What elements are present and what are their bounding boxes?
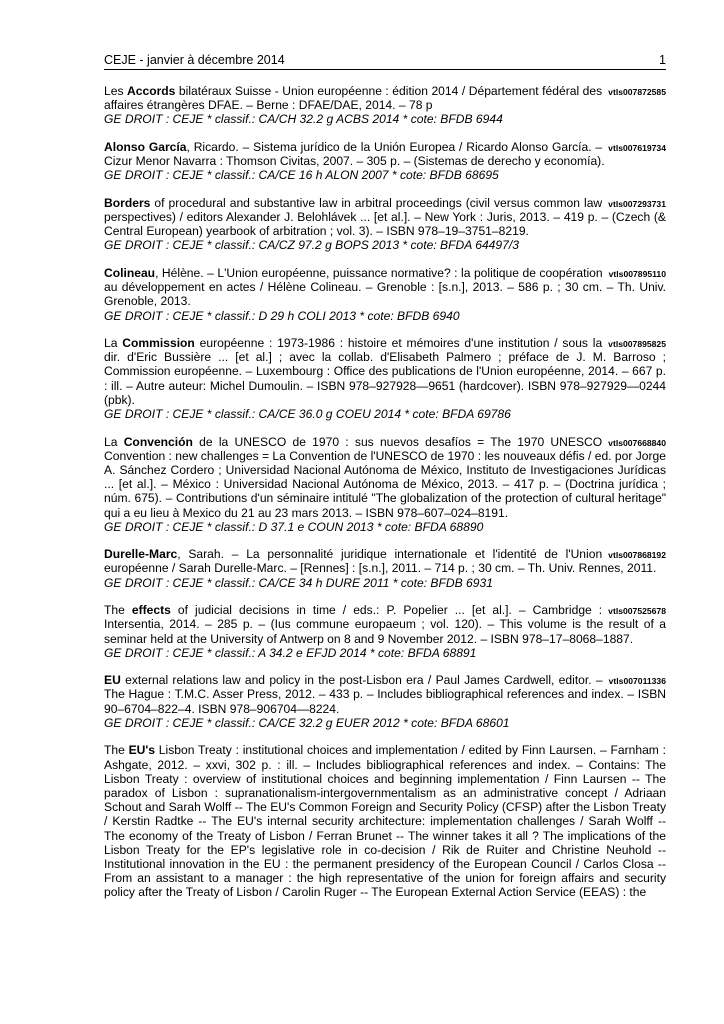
entry-text: , Sarah. – La personnalité juridique internationale et l'identité de l'Union européenne / Sarah Durelle-Marc. – [Rennes] : [s.n.], 2011. – 714 p. ; 30 cm. – Th. Univ. Rennes, 2011.: [104, 547, 657, 576]
entry-location: GE DROIT : CEJE * classif.: CA/CE 34 h DURE 2011 * cote: BFDB 6931: [104, 575, 493, 590]
entry-heading: Convención: [123, 434, 193, 449]
entry-text: external relations law and policy in the post-Lisbon era / Paul James Cardwell, editor. – The Hague : T.M.C. Asser Press, 2012. – 433 p. – Includes bibliographical references and index. – ISBN 90–6704–822–4. ISBN 978–906704—8224.: [104, 673, 666, 716]
entry-lead: Les: [104, 84, 128, 98]
entry-text: of judicial decisions in time / eds.: P. Popelier ... [et al.]. – Cambridge : Intersentia, 2014. – 285 p. – (Ius commune europaeum ; vol. 120). – This volume is the result of a seminar held at the University of Antwerp on 8 and 9 November 2012. – ISBN 978–17–8068–1887.: [104, 603, 666, 646]
vtls-id: vtls007668840: [608, 437, 666, 448]
entry-text: , Ricardo. – Sistema jurídico de la Unión Europea / Ricardo Alonso García. – Cizur Menor Navarra : Thomson Civitas, 2007. – 305 p. – (Sistemas de derecho y economía).: [104, 139, 605, 169]
bibliography-entry: [104, 84, 666, 127]
entry-heading: EU: [104, 673, 121, 688]
entry-description: [104, 336, 666, 407]
entry-description: [104, 547, 666, 575]
entry-location: GE DROIT : CEJE * classif.: CA/CE 16 h ALON 2007 * cote: BFDB 68695: [104, 168, 499, 183]
document-page: [104, 53, 666, 913]
bibliography-entry: [104, 435, 666, 534]
entry-location: GE DROIT : CEJE * classif.: D 29 h COLI 2013 * cote: BFDB 6940: [104, 308, 460, 323]
entry-text: Lisbon Treaty : institutional choices and implementation / edited by Finn Laursen. – Farnham : Ashgate, 2012. – xxvi, 302 p. : ill. – Includes bibliographical references and index. – Contains: The Lisbon Treaty : overview of institutional choices and beginning implementation / Finn Laursen -- The paradox of Lisbon : supranationalism-intergovernmentalism as an administrative concept / Adriaan Schout and Sarah Wolff -- The EU's Common Foreign and Security Policy (CFSP) after the Lisbon Treaty / Kerstin Radtke -- The EU's internal security architecture: implementation challenges / Sarah Wolff -- The economy of the Treaty of Lisbon / Ferran Brunet -- The winner takes it all ? The implications of the Lisbon Treaty for the EP's legislative role in co-decision / Rik de Ruiter and Christine Neuhold -- Institutional innovation in the EU : the permanent presidency of the European Council / Carlos Closa -- From an assistant to a manager : the high representative of the union for foreign affairs and security policy after the Treaty of Lisbon / Carolin Ruger -- The European External Action Service (EEAS) : the: [104, 743, 666, 900]
entry-location: GE DROIT : CEJE * classif.: CA/CZ 97.2 g BOPS 2013 * cote: BFDA 64497/3: [104, 238, 519, 253]
entry-heading: Borders: [104, 195, 151, 210]
entry-heading: Colineau: [104, 265, 156, 280]
entry-description: [104, 84, 666, 112]
entry-lead: The: [104, 743, 129, 758]
entry-heading: Commission: [122, 336, 195, 351]
page-header: [104, 53, 666, 70]
entry-heading: Durelle-Marc: [104, 547, 178, 562]
entry-heading: EU's: [128, 743, 156, 758]
entry-location: GE DROIT : CEJE * classif.: CA/CH 32.2 g ACBS 2014 * cote: BFDB 6944: [104, 112, 503, 127]
entry-location: GE DROIT : CEJE * classif.: D 37.1 e COUN 2013 * cote: BFDA 68890: [104, 519, 484, 534]
vtls-id: vtls007895110: [608, 268, 666, 279]
bibliography-entry: [104, 140, 666, 183]
entry-location: GE DROIT : CEJE * classif.: CA/CE 36.0 g COEU 2014 * cote: BFDA 69786: [104, 407, 511, 422]
entry-text: , Hélène. – L'Union européenne, puissance normative? : la politique de coopération au développement en actes / Hélène Colineau. – Grenoble : [s.n.], 2013. – 586 p. ; 30 cm. – Th. Univ. Grenoble, 2013.: [104, 265, 666, 309]
entry-text: bilatéraux Suisse - Union européenne : édition 2014 / Département fédéral des affaires étrangères DFAE. – Berne : DFAE/DAE, 2014. – 78 p: [104, 84, 603, 113]
entry-description: [104, 743, 666, 899]
entry-description: [104, 266, 666, 309]
bibliography-list: [104, 84, 666, 900]
entry-lead: La: [104, 434, 124, 449]
entry-description: [104, 435, 666, 520]
entry-lead: La: [104, 336, 123, 351]
header-title: CEJE - janvier à décembre 2014: [104, 53, 285, 67]
entry-text: of procedural and substantive law in arbitral proceedings (civil versus common law perspectives) / editors Alexander J. Belohlávek ... [et al.]. – New York : Juris, 2013. – 419 p. – (Czech (& Central European) yearbook of arbitration ; vol. 3). – ISBN 978–19–3751–8219.: [104, 195, 666, 239]
bibliography-entry: [104, 603, 666, 660]
bibliography-entry: [104, 266, 666, 323]
entry-description: [104, 196, 666, 239]
entry-description: [104, 140, 666, 168]
vtls-id: vtls007872585: [608, 87, 666, 97]
vtls-id: vtls007895825: [608, 339, 666, 350]
entry-location: GE DROIT : CEJE * classif.: CA/CE 32.2 g EUER 2012 * cote: BFDA 68601: [104, 715, 510, 730]
vtls-id: vtls007525678: [608, 606, 666, 617]
entry-text: de la UNESCO de 1970 : sus nuevos desafíos = The 1970 UNESCO Convention : new challenges = La Convention de l'UNESCO de 1970 : les nouveaux défis / ed. por Jorge A. Sánchez Cordero ; Universidad Nacional Autónoma de México, Instituto de Investigaciones Jurídicas ... [et al.]. – México : Universidad Nacional Autónoma de México, 2013. – 417 p. – (Doctrina jurídica ; núm. 675). – Contributions d'un séminaire intitulé "The globalization of the protection of cultural heritage" qui a eu lieu à Mexico du 21 au 23 mars 2013. – ISBN 978–607–024–8191.: [104, 434, 666, 520]
entry-heading: Accords: [127, 84, 176, 98]
entry-text: européenne : 1973-1986 : histoire et mémoires d'une institution / sous la dir. d'Eric Bussière ... [et al.] ; avec la collab. d'Elisabeth Palmero ; préface de J. M. Barroso ; Commission européenne. – Luxembourg : Office des publications de l'Union européenne, 2014. – 667 p. : ill. – Autre auteur: Michel Dumoulin. – ISBN 978–927928—9651 (hardcover). ISBN 978–927929—0244 (pbk).: [104, 336, 666, 407]
entry-heading: Alonso García: [104, 139, 187, 154]
entry-description: [104, 673, 666, 716]
vtls-id: vtls007293731: [608, 198, 666, 209]
bibliography-entry: [104, 743, 666, 899]
bibliography-entry: [104, 196, 666, 253]
entry-lead: The: [104, 603, 132, 618]
entry-heading: effects: [131, 603, 171, 618]
vtls-id: vtls007011336: [608, 676, 666, 687]
bibliography-entry: [104, 336, 666, 421]
page-number: 1: [659, 53, 666, 67]
entry-description: [104, 603, 666, 646]
bibliography-entry: [104, 547, 666, 590]
vtls-id: vtls007619734: [608, 142, 666, 153]
entry-location: GE DROIT : CEJE * classif.: A 34.2 e EFJD 2014 * cote: BFDA 68891: [104, 645, 477, 660]
vtls-id: vtls007868192: [608, 550, 666, 561]
bibliography-entry: [104, 673, 666, 730]
